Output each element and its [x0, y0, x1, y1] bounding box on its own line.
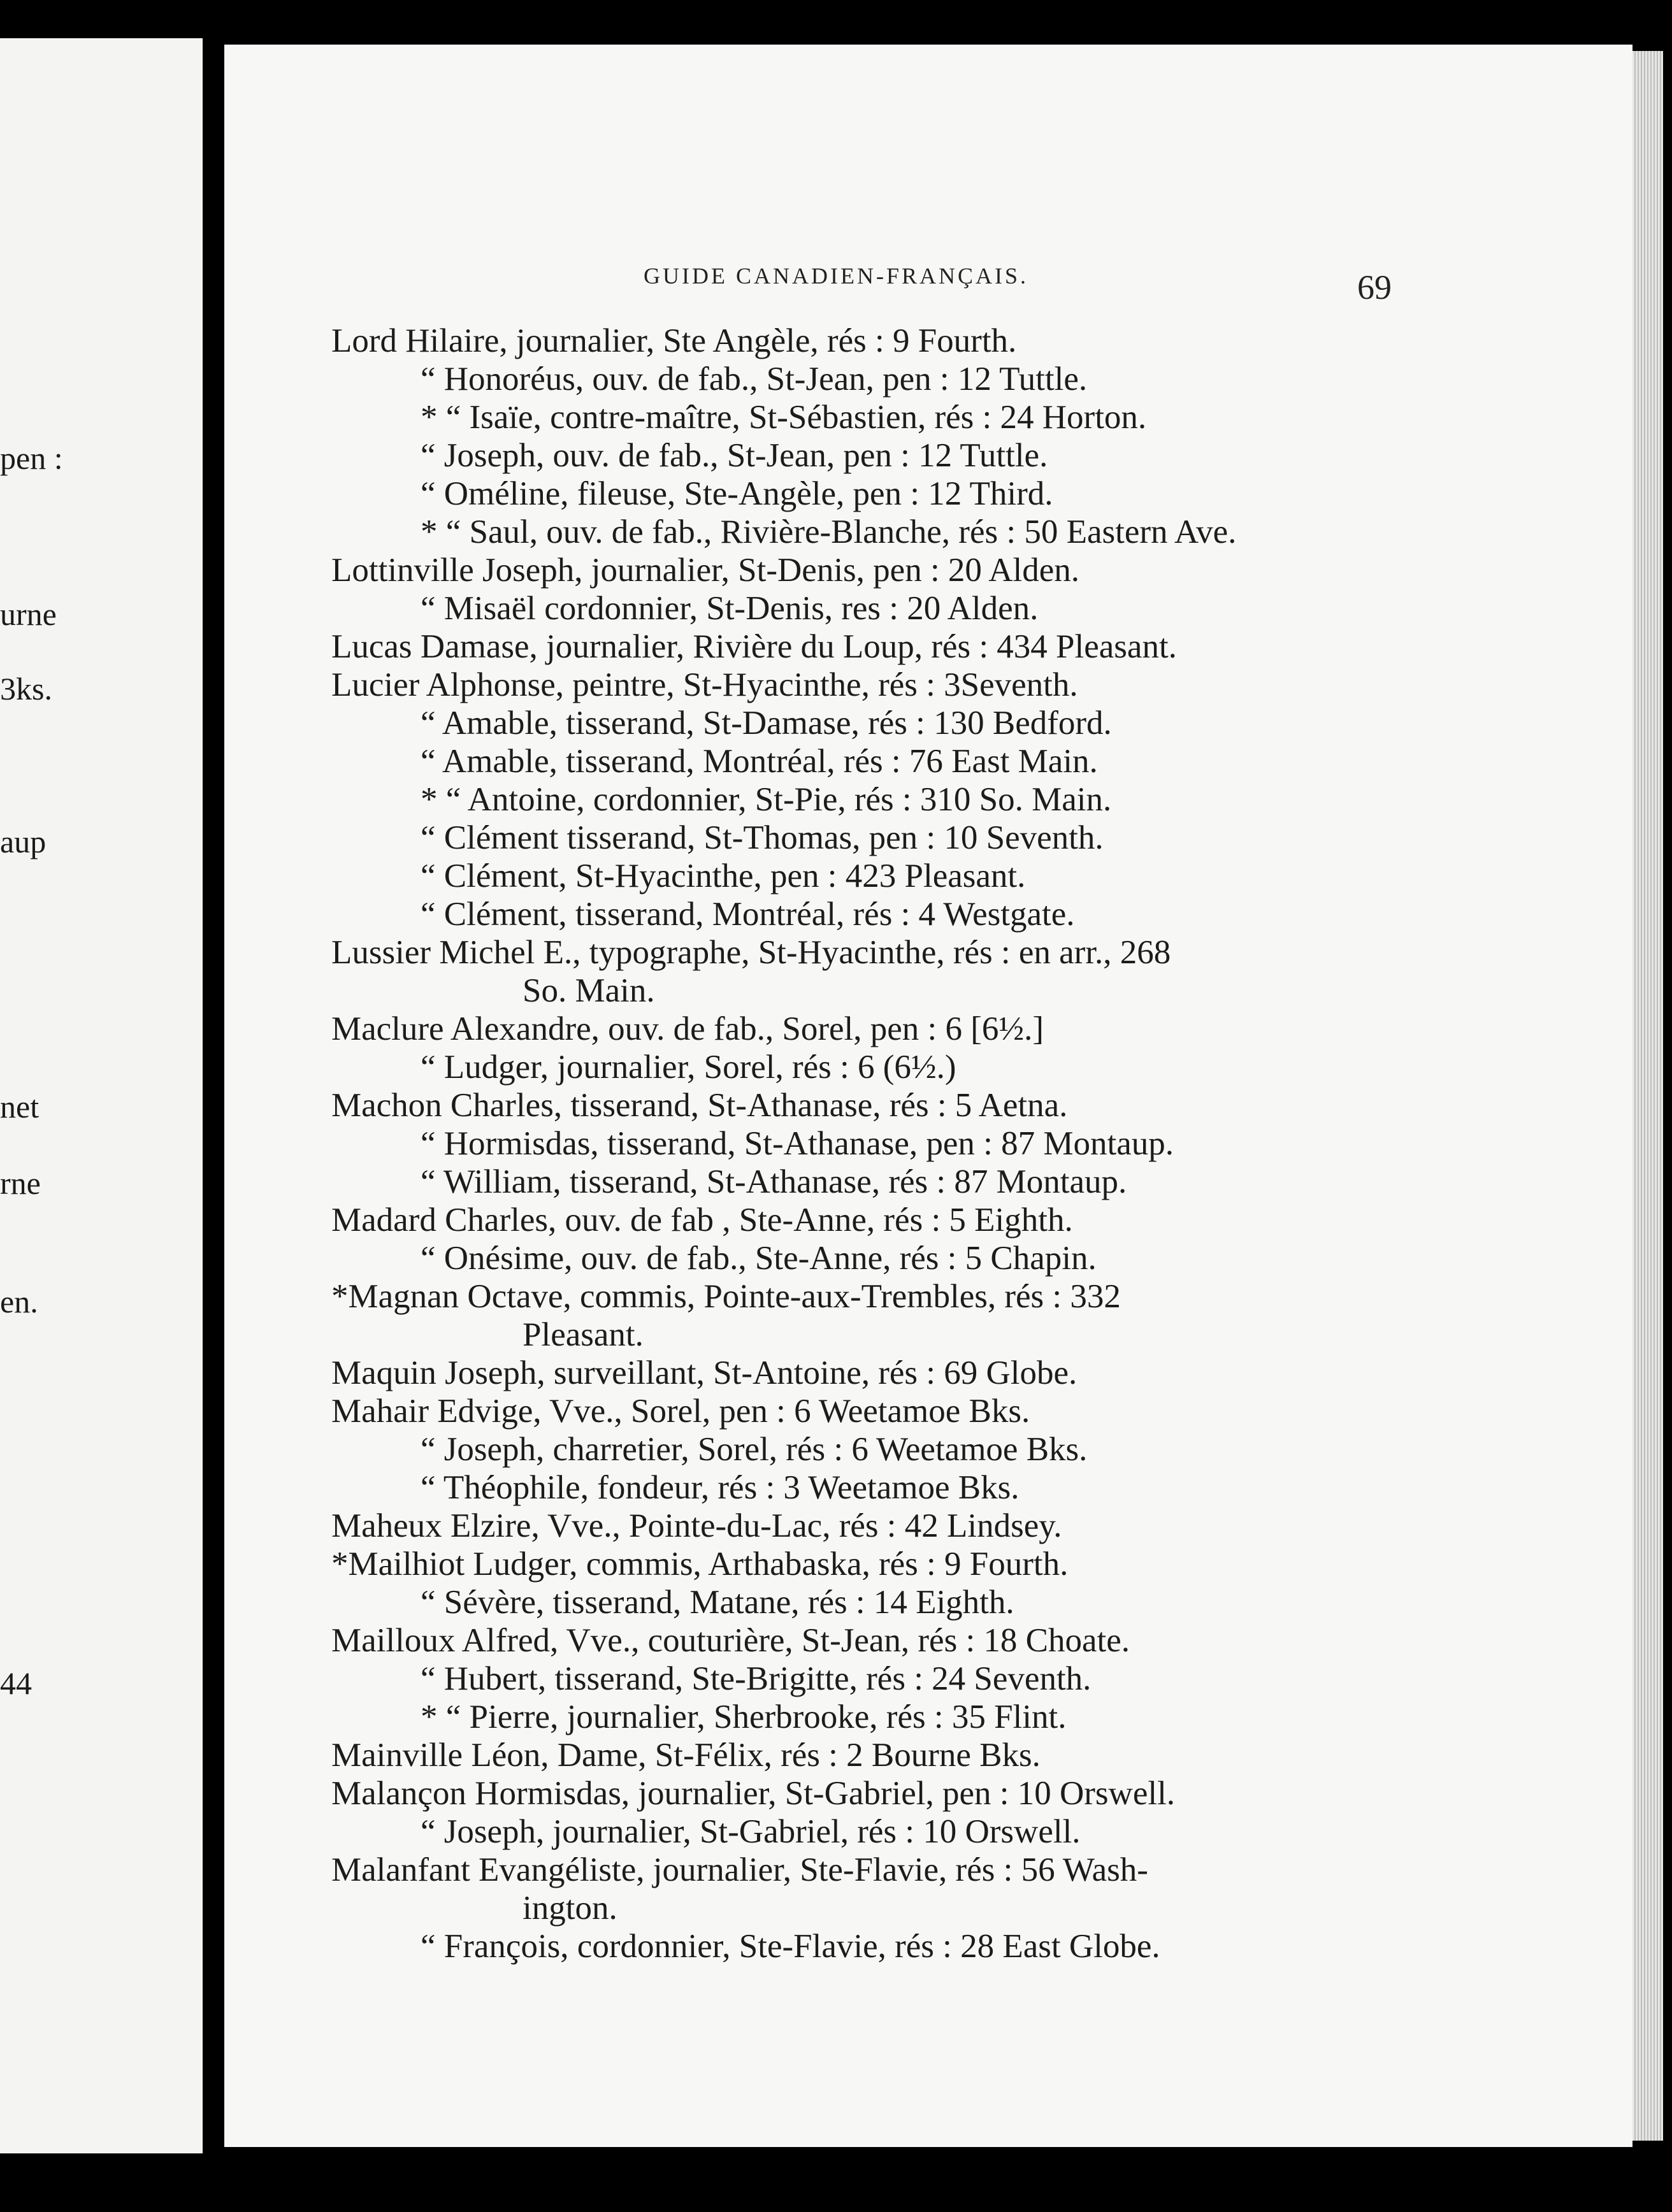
- entry-text: “ Joseph, ouv. de fab., St-Jean, pen : 12 Tuttle.: [421, 437, 1048, 474]
- directory-entry: [331, 1583, 1453, 1621]
- left-page-edge: [0, 38, 203, 2153]
- entry-text: “ Honoréus, ouv. de fab., St-Jean, pen : 12 Tuttle.: [421, 361, 1088, 398]
- entry-text: “ Joseph, journalier, St-Gabriel, rés : 10 Orswell.: [421, 1813, 1081, 1850]
- entry-text: Mailloux Alfred, Vve., couturière, St-Jean, rés : 18 Choate.: [331, 1622, 1130, 1659]
- entry-text: Maclure Alexandre, ouv. de fab., Sorel, pen : 6 [6½.]: [331, 1010, 1044, 1047]
- directory-entry: [331, 1660, 1453, 1698]
- directory-entry: [331, 1354, 1453, 1392]
- left-fragment: pen :: [0, 440, 63, 476]
- directory-entry: [331, 1545, 1453, 1583]
- entry-continuation: So. Main.: [522, 972, 655, 1009]
- left-fragment: en.: [0, 1284, 38, 1319]
- left-fragment: rne: [0, 1165, 41, 1201]
- left-fragment: 3ks.: [0, 671, 52, 707]
- directory-entry: [331, 742, 1453, 780]
- entry-text: “ William, tisserand, St-Athanase, rés : 87 Montaup.: [421, 1163, 1127, 1200]
- entry-text: Maheux Elzire, Vve., Pointe-du-Lac, rés : 42 Lindsey.: [331, 1507, 1062, 1544]
- left-fragment: 44: [0, 1665, 32, 1701]
- directory-entry: [331, 895, 1453, 933]
- page-edge-stack: [1632, 51, 1663, 2141]
- left-fragment: urne: [0, 596, 57, 632]
- entry-text: Madard Charles, ouv. de fab , Ste-Anne, rés : 5 Eighth.: [331, 1202, 1073, 1239]
- book-gutter: [203, 0, 224, 2212]
- directory-entry: [331, 933, 1453, 1010]
- directory-entry: [331, 1507, 1453, 1545]
- entry-text: *Magnan Octave, commis, Pointe-aux-Trembles, rés : 332: [331, 1278, 1121, 1315]
- entry-text: *Mailhiot Ludger, commis, Arthabaska, rés : 9 Fourth.: [331, 1546, 1069, 1583]
- directory-entry: [331, 1163, 1453, 1201]
- directory-entry: [331, 780, 1453, 819]
- directory-entry: [331, 551, 1453, 589]
- entry-text: Lord Hilaire, journalier, Ste Angèle, rés : 9 Fourth.: [331, 322, 1017, 359]
- entry-text: “ Onésime, ouv. de fab., Ste-Anne, rés : 5 Chapin.: [421, 1240, 1097, 1277]
- entry-text: Mainville Léon, Dame, St-Félix, rés : 2 Bourne Bks.: [331, 1737, 1041, 1774]
- entry-text: * “ Pierre, journalier, Sherbrooke, rés : 35 Flint.: [421, 1698, 1067, 1735]
- directory-entry: [331, 1774, 1453, 1813]
- directory-entry: [331, 1736, 1453, 1774]
- directory-entry: [331, 1813, 1453, 1851]
- entry-text: “ Ludger, journalier, Sorel, rés : 6 (6½.): [421, 1049, 956, 1086]
- directory-entry: [331, 1048, 1453, 1086]
- entry-text: “ Clément, tisserand, Montréal, rés : 4 Westgate.: [421, 896, 1075, 933]
- directory-entries: [331, 322, 1453, 1965]
- left-fragment: aup: [0, 824, 47, 859]
- entry-text: “ Clément tisserand, St-Thomas, pen : 10 Seventh.: [421, 819, 1104, 856]
- entry-text: “ Sévère, tisserand, Matane, rés : 14 Eighth.: [421, 1584, 1014, 1621]
- directory-entry: [331, 857, 1453, 895]
- entry-text: Lucier Alphonse, peintre, St-Hyacinthe, rés : 3Seventh.: [331, 666, 1078, 703]
- directory-entry: [331, 1239, 1453, 1277]
- directory-entry: [331, 1851, 1453, 1927]
- directory-entry: [331, 475, 1453, 513]
- directory-entry: [331, 1927, 1453, 1965]
- entry-text: Lucas Damase, journalier, Rivière du Loup, rés : 434 Pleasant.: [331, 628, 1177, 665]
- directory-entry: [331, 1086, 1453, 1124]
- directory-entry: [331, 1277, 1453, 1354]
- directory-entry: [331, 398, 1453, 436]
- directory-entry: [331, 436, 1453, 475]
- page-number: 69: [1357, 268, 1392, 306]
- directory-entry: [331, 666, 1453, 704]
- entry-text: * “ Saul, ouv. de fab., Rivière-Blanche, rés : 50 Eastern Ave.: [421, 514, 1237, 550]
- entry-text: “ Oméline, fileuse, Ste-Angèle, pen : 12 Third.: [421, 475, 1053, 512]
- directory-entry: [331, 589, 1453, 628]
- left-fragment: net: [0, 1089, 40, 1124]
- entry-text: “ Hormisdas, tisserand, St-Athanase, pen : 87 Montaup.: [421, 1125, 1174, 1162]
- entry-text: “ Clément, St-Hyacinthe, pen : 423 Pleasant.: [421, 858, 1026, 894]
- entry-text: “ Misaël cordonnier, St-Denis, res : 20 Alden.: [421, 590, 1039, 627]
- directory-entry: [331, 1469, 1453, 1507]
- directory-entry: [331, 322, 1453, 360]
- entry-continuation: ington.: [522, 1890, 617, 1927]
- entry-text: Lussier Michel E., typographe, St-Hyacinthe, rés : en arr., 268: [331, 934, 1171, 971]
- running-title: GUIDE CANADIEN-FRANÇAIS.: [644, 263, 1028, 289]
- directory-entry: [331, 1392, 1453, 1430]
- directory-entry: [331, 1698, 1453, 1736]
- entry-text: “ Hubert, tisserand, Ste-Brigitte, rés : 24 Seventh.: [421, 1660, 1092, 1697]
- entry-text: * “ Isaïe, contre-maître, St-Sébastien, rés : 24 Horton.: [421, 399, 1147, 436]
- directory-entry: [331, 513, 1453, 551]
- directory-entry: [331, 704, 1453, 742]
- entry-text: “ Amable, tisserand, Montréal, rés : 76 East Main.: [421, 743, 1098, 780]
- entry-continuation: Pleasant.: [522, 1316, 644, 1353]
- entry-text: “ Théophile, fondeur, rés : 3 Weetamoe Bks.: [421, 1469, 1020, 1506]
- entry-text: Malanfant Evangéliste, journalier, Ste-Flavie, rés : 56 Wash-: [331, 1851, 1148, 1888]
- directory-entry: [331, 1124, 1453, 1163]
- entry-text: Lottinville Joseph, journalier, St-Denis, pen : 20 Alden.: [331, 552, 1080, 589]
- entry-text: “ François, cordonnier, Ste-Flavie, rés : 28 East Globe.: [421, 1928, 1160, 1965]
- directory-entry: [331, 819, 1453, 857]
- directory-entry: [331, 628, 1453, 666]
- directory-entry: [331, 1201, 1453, 1239]
- directory-entry: [331, 1010, 1453, 1048]
- directory-entry: [331, 360, 1453, 398]
- entry-text: Malançon Hormisdas, journalier, St-Gabriel, pen : 10 Orswell.: [331, 1775, 1176, 1812]
- entry-text: “ Joseph, charretier, Sorel, rés : 6 Weetamoe Bks.: [421, 1431, 1088, 1468]
- entry-text: Machon Charles, tisserand, St-Athanase, rés : 5 Aetna.: [331, 1087, 1068, 1124]
- directory-entry: [331, 1430, 1453, 1469]
- entry-text: “ Amable, tisserand, St-Damase, rés : 130 Bedford.: [421, 705, 1112, 742]
- directory-entry: [331, 1621, 1453, 1660]
- entry-text: * “ Antoine, cordonnier, St-Pie, rés : 310 So. Main.: [421, 781, 1112, 818]
- entry-text: Mahair Edvige, Vve., Sorel, pen : 6 Weetamoe Bks.: [331, 1393, 1030, 1430]
- entry-text: Maquin Joseph, surveillant, St-Antoine, rés : 69 Globe.: [331, 1354, 1077, 1391]
